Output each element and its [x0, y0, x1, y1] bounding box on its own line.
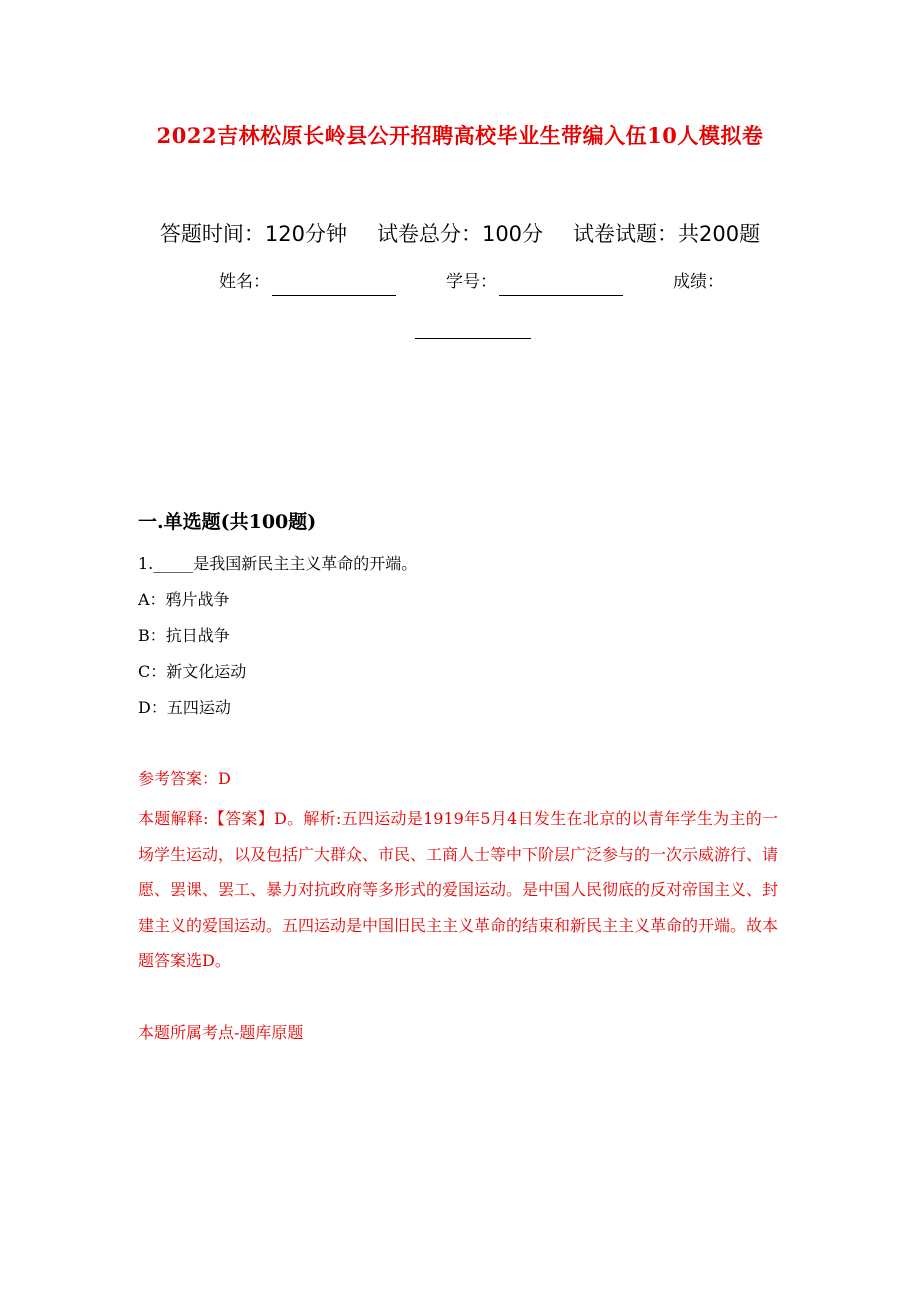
exam-title: 2022吉林松原长岭县公开招聘高校毕业生带编入伍10人模拟卷: [156, 123, 764, 148]
section-heading: 一.单选题(共100题): [138, 511, 317, 533]
exam-question-count: 试卷试题：共200题: [573, 222, 761, 246]
student-id-field: [446, 268, 623, 296]
exam-meta: [0, 218, 920, 248]
exam-total-score: 试卷总分：100分: [376, 222, 544, 246]
option-d: D：五四运动: [138, 698, 231, 717]
exam-time: 答题时间：120分钟: [159, 222, 347, 246]
name-label: 姓名：: [219, 272, 270, 292]
name-blank: [272, 275, 396, 296]
question-stem: 1._____是我国新民主主义革命的开端。: [138, 554, 418, 573]
option-a: A：鸦片战争: [138, 590, 230, 609]
question-source: 本题所属考点-题库原题: [138, 1023, 304, 1042]
score-label: 成绩：: [673, 272, 724, 292]
student-id-blank: [499, 275, 623, 296]
option-c: C：新文化运动: [138, 662, 247, 681]
name-field: [219, 268, 396, 296]
score-blank: [415, 318, 531, 339]
reference-answer: 参考答案：D: [138, 769, 231, 788]
student-id-label: 学号：: [446, 272, 497, 292]
option-b: B：抗日战争: [138, 626, 230, 645]
answer-explanation: 本题解释:【答案】D。解析:五四运动是1919年5月4日发生在北京的以青年学生为主的一场学生运动，以及包括广大群众、市民、工商人士等中下阶层广泛参与的一次示威游行、请愿、罢课、罢工、暴力对抗政府等多形式的爱国运动。是中国人民彻底的反对帝国主义、封建主义的爱国运动。五四运动是中国旧民主主义革命的结束和新民主主义革命的开端。故本题答案选D。: [138, 809, 779, 971]
score-field: [673, 268, 724, 296]
